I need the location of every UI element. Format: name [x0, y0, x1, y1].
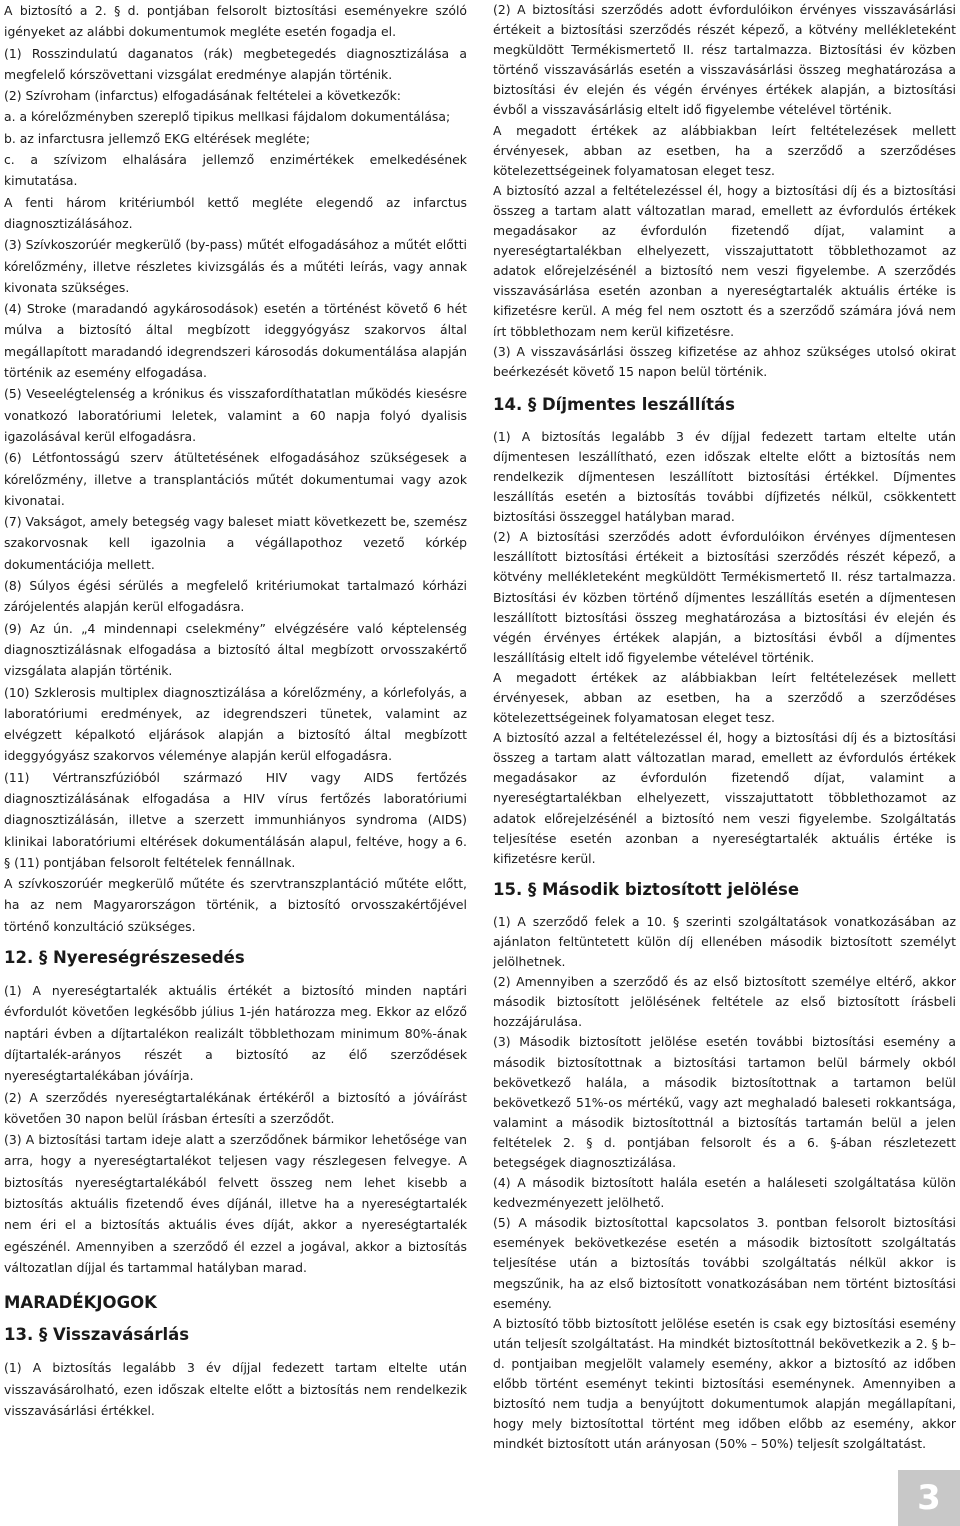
- paragraph: A fenti három kritériumból kettő megléte elegendő az infarctus diagnosztizálásához.: [4, 194, 467, 231]
- paragraph: (6) Létfontosságú szerv átültetésének elfogadásához szükségesek a kórelőzmény, illetve a transplantációs műtét dokumentumai vagy azok kivonatai.: [4, 450, 467, 508]
- right-column: [493, 0, 956, 1454]
- paragraph: A megadott értékek az alábbiakban leírt feltételezések mellett érvényesek, abban az esetben, ha a szerződő a szerződéses kötelezettségeinek folyamatosan eleget tesz.: [493, 122, 956, 178]
- paragraph: (1) A biztosítás legalább 3 év díjjal fedezett tartam eltelte után visszavásárolható, ezen időszak eltelte előtt a biztosítás nem rendelkezik visszavásárlási értékkel.: [4, 1360, 467, 1418]
- paragraph: (3) Második biztosított jelölése esetén további biztosítási esemény a második biztosítottnak a biztosítási tartamon belül bármely okból bekövetkező halála, a második biztosítottnak a tartamon belül bekövetkező 51%-os mértékű, vagy azt meghaladó baleseti rokkantsága, valamint a második biztosítottnál a biztosítás tartamán belül a jelen feltételek 2. § d. pontjában felsorolt és a 6. §-ában részletezett betegségek diagnosztizálása.: [493, 1034, 956, 1170]
- paragraph: (9) Az ún. „4 mindennapi cselekmény” elvégzésére való képtelenség diagnosztizálásnak elfogadása a biztosító által megbízott orvosszakértő vizsgálata alapján történik.: [4, 620, 467, 679]
- paragraph: (4) Stroke (maradandó agykárosodások) esetén a történést követő 6 hét múlva a biztosító által megbízott ideggyógyász szakorvos által megállapított maradandó idegrendszeri károsodás dokumentálása alapján történik az esemény elfogadása.: [4, 301, 467, 381]
- paragraph: a. a kórelőzményben szereplő tipikus mellkasi fájdalom dokumentálása;: [4, 109, 451, 125]
- paragraph: (3) Szívkoszorúér megkerülő (by-pass) műtét elfogadásához a műtét előtti kórelőzmény, illetve részletes kivizsgálás és a műtéti leírás, vagy annak kivonata szükséges.: [4, 237, 467, 295]
- paragraph: (3) A biztosítási tartam ideje alatt a szerződőnek bármikor lehetősége van arra, hogy a nyereségtartalékot teljesen vagy részlegesen felvegye. A biztosítás nyereségtartalékából felvett összeg nem lehet kisebb a biztosítás aktuális fizetendő éves díjánál, illetve ha a nyereségtartalék nem éri el a biztosítás aktuális éves díját, akkor a nyereségtartalék egészénél. Amennyiben a szerződő él ezzel a jogával, akkor a biztosítás változatlan díjjal és tartammal hatályban marad.: [4, 1132, 467, 1275]
- paragraph: (4) A második biztosított halála esetén a haláleseti szolgáltatása külön kedvezményezett jelölhető.: [493, 1175, 956, 1211]
- paragraph: (1) A szerződő felek a 10. § szerinti szolgáltatások vonatkozásában az ajánlaton feltüntetett külön díj ellenében második biztosított személyt jelölhetnek.: [493, 913, 956, 970]
- paragraph: (2) A szerződés nyereségtartalékának értékéről a biztosító a jóváírást követően 30 napon belül írásban értesíti a szerződőt.: [4, 1089, 467, 1126]
- paragraph: (2) A biztosítási szerződés adott évfordulóikon érvényes díjmentesen leszállított biztosítási értékeit a biztosítási szerződés részét képező, a kötvény mellékleteként megküldött Termékismertető II. rész tartalmazza. Biztosítási év közben történő díjmentes leszállítás esetén a díjmentesen leszállított biztosítási összeg meghatározása a biztosítási év elején és végén érvényes értékek alapján, a biztosítási évből a díjmentes leszállításig eltelt idő figyelembe vételével történik.: [493, 529, 956, 665]
- paragraph: (5) Veseelégtelenség a krónikus és visszafordíthatatlan működés kiesésre vonatkozó laboratóriumi leletek, valamint a 60 napja folyó dyalisis igazolásával kerül elfogadásra.: [4, 386, 467, 444]
- section-heading: 12. § Nyereségrészesedés: [4, 948, 245, 968]
- paragraph: (11) Vértranszfúzióból származó HIV vagy AIDS fertőzés diagnosztizálásának elfogadása a HIV vírus fertőzés laboratóriumi diagnosztizálásán, illetve a szerzett immunhiányos syndroma (AIDS) klinikai laboratóriumi eltérések dokumentálásán alapul, feltéve, hogy a 6. § (11) pontjában felsorolt feltételek fennállnak.: [4, 769, 467, 870]
- paragraph: (10) Szklerosis multiplex diagnosztizálása a kórelőzmény, a kórlefolyás, a laboratóriumi eredmények, az idegrendszeri tünetek, valamint az elvégzett képalkotó eljárások alapján a biztosító által megbízott ideggyógyász szakorvos véleménye alapján kerül elfogadásra.: [4, 684, 467, 764]
- page-number: 3: [898, 1470, 960, 1526]
- paragraph: (2) A biztosítási szerződés adott évfordulóikon érvényes visszavásárlási értékeit a biztosítási szerződés részét képező, a kötvény mellékleteként megküldött Termékismertető II. rész tartalmazza. Biztosítási év közben történő visszavásárlás esetén a visszavásárlási összeg meghatározása a biztosítási év elején és végén érvényes értékek alapján, a biztosítási évből a visszavásárlásig eltelt idő figyelembe vételével történik.: [493, 2, 956, 118]
- left-column: [4, 0, 467, 1421]
- paragraph: (1) A nyereségtartalék aktuális értékét a biztosító minden naptári évfordulót követően legkésőbb július 1-jén határozza meg. Ekkor az előző naptári évben a díjtartalékon realizált többlethozam minimum 80%-ának díjtartalék-arányos részét a biztosító az élő szerződések nyereségtartalékában jóváírja.: [4, 983, 467, 1084]
- paragraph: (8) Súlyos égési sérülés a megfelelő kritériumokat tartalmazó kórházi zárójelentés alapján kerül elfogadásra.: [4, 578, 467, 615]
- paragraph: A biztosító a 2. § d. pontjában felsorolt biztosítási eseményekre szóló igényeket az alábbi dokumentumok megléte esetén fogadja el.: [4, 3, 467, 40]
- paragraph: A biztosító több biztosított jelölése esetén is csak egy biztosítási esemény után teljesít szolgáltatást. Ha mindkét biztosítottnál bekövetkezik a 2. § b–d. pontjaiban megjelölt valamely esemény, akkor a biztosító az időben előbb történt eseményt tekinti biztosítási eseménynek. Amennyiben a biztosító nem tudja a benyújtott dokumentumok alapján megállapítani, hogy mely biztosítottal történt meg időben előbb az esemény, akkor mindkét biztosított után arányosan (50% – 50%) teljesít szolgáltatást.: [493, 1315, 956, 1452]
- paragraph: (1) A biztosítás legalább 3 év díjjal fedezett tartam eltelte után díjmentesen leszállítható, ezen időszak eltelte előtt a biztosítás nem rendelkezik díjmentesen leszállított biztosítási értékkel. Díjmentes leszállítás esetén a biztosítás további díjfizetés nélkül, csökkentett biztosítási összeggel hatályban marad.: [493, 428, 956, 525]
- paragraph: (1) Rosszindulatú daganatos (rák) megbetegedés diagnosztizálása a megfelelő kórszövettani vizsgálat eredménye alapján történik.: [4, 45, 467, 82]
- paragraph: (3) A visszavásárlási összeg kifizetése az ahhoz szükséges utolsó okirat beérkezését követő 15 napon belül történik.: [493, 343, 956, 379]
- paragraph: (2) Szívroham (infarctus) elfogadásának feltételei a következők:: [4, 88, 401, 104]
- section-heading: 13. § Visszavásárlás: [4, 1325, 190, 1345]
- section-heading: 15. § Második biztosított jelölése: [493, 879, 800, 899]
- section-heading: 14. § Díjmentes leszállítás: [493, 394, 735, 414]
- paragraph: A megadott értékek az alábbiakban leírt feltételezések mellett érvényesek, abban az esetben, ha a szerződő a szerződéses kötelezettségeinek folyamatosan eleget tesz.: [493, 669, 956, 726]
- paragraph: c. a szívizom elhalására jellemző enzimértékek emelkedésének kimutatása.: [4, 152, 467, 189]
- paragraph: (7) Vakságot, amely betegség vagy baleset miatt következett be, szemész szakorvosnak kell igazolnia a végállapothoz vezető kórkép dokumentációja mellett.: [4, 514, 467, 572]
- section-group-heading: MARADÉKJOGOK: [4, 1293, 157, 1313]
- paragraph: A biztosító azzal a feltételezéssel él, hogy a biztosítási díj és a biztosítási összeg a tartam alatt változatlan marad, emellett az évfordulós értékek megadásakor az évfordulón fizetendő díjat, valamint a nyereségtartalékban elhelyezett, visszajuttatott többlethozamot az adatok előrejelzésénél a biztosító nem veszi figyelembe. A szerződés visszavásárlása esetén azonban a nyereségtartalék aktuális értéke is kifizetésre kerül. A még fel nem osztott és a szerződő számára jóvá nem írt többlethozam nem kerül kifizetésre.: [493, 182, 956, 339]
- paragraph: (5) A második biztosítottal kapcsolatos 3. pontban felsorolt biztosítási események bekövetkezése esetén a második biztosított szolgáltatás teljesítése után a biztosítás további szolgáltatás nélkül akkor is megszűnik, ha az első biztosított vonatkozásában nem történt biztosítási esemény.: [493, 1215, 956, 1311]
- paragraph: A biztosító azzal a feltételezéssel él, hogy a biztosítási díj és a biztosítási összeg a tartam alatt változatlan marad, emellett az évfordulós értékek megadásakor az évfordulón fizetendő díjat, valamint a nyereségtartalékban elhelyezett, visszajuttatott többlethozamot az adatok előrejelzésénél a biztosító nem veszi figyelembe. Szolgáltatás teljesítése esetén azonban a nyereségtartalék aktuális értéke is kifizetésre kerül.: [493, 730, 956, 866]
- paragraph: A szívkoszorúér megkerülő műtéte és szervtranszplantáció műtéte előtt, ha az nem Magyarországon történik, a biztosító orvosszakértőjével történő konzultáció szükséges.: [4, 876, 467, 934]
- paragraph: (2) Amennyiben a szerződő és az első biztosított személye eltérő, akkor második biztosított jelölésének feltétele az első biztosított írásbeli hozzájárulása.: [493, 974, 956, 1030]
- paragraph: b. az infarctusra jellemző EKG eltérések megléte;: [4, 130, 311, 146]
